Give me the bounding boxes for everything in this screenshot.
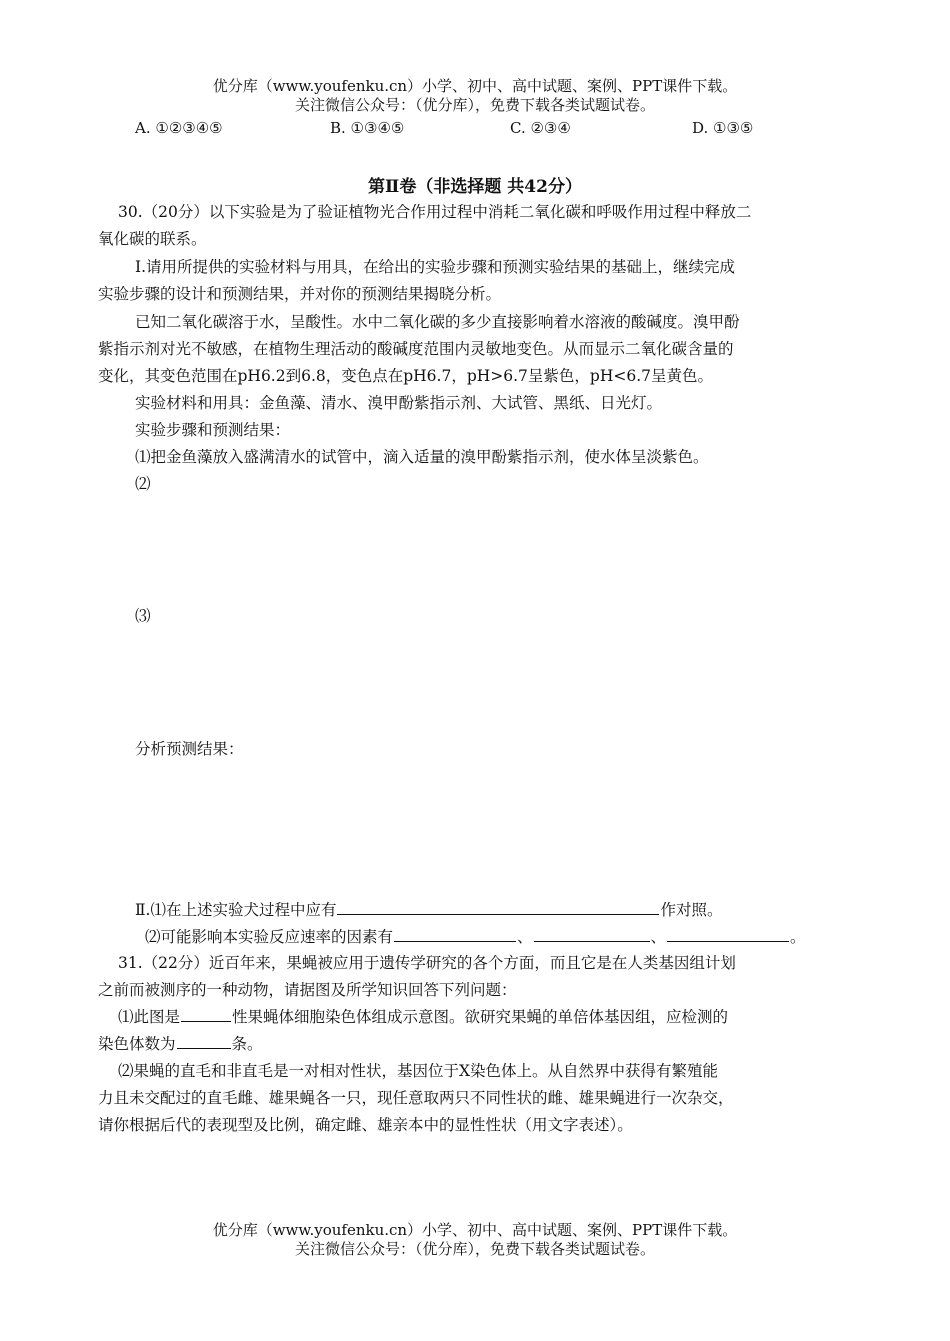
q30-part2-2-text: ⑵可能影响本实验反应速率的因素有 bbox=[145, 928, 394, 946]
q30-part2-1-suffix: 作对照。 bbox=[660, 901, 723, 919]
answer-blank-sex[interactable] bbox=[181, 1006, 231, 1022]
q30-part1-line-1: Ⅰ.请用所提供的实验材料与用具，在给出的实验步骤和预测实验结果的基础上，继续完成 bbox=[135, 258, 736, 276]
header-line-1: 优分库（www.youfenku.cn）小学、初中、高中试题、案例、PPT课件下载。 bbox=[212, 77, 738, 95]
q31-sub-1-text-a: ⑴此图是 bbox=[118, 1008, 181, 1026]
answer-blank-control[interactable] bbox=[337, 899, 659, 915]
q31-line-1: 31.（22分）近百年来，果蝇被应用于遗传学研究的各个方面，而且它是在人类基因组计划 bbox=[118, 954, 736, 972]
section-title: 第Ⅱ卷（非选择题 共42分） bbox=[368, 177, 582, 197]
end-mark: 。 bbox=[790, 928, 806, 946]
answer-blank-factor-3[interactable] bbox=[667, 926, 789, 942]
q30-step-3: ⑶ bbox=[135, 607, 151, 625]
answer-blank-factor-2[interactable] bbox=[534, 926, 650, 942]
option-a: A. ①②③④⑤ bbox=[135, 119, 223, 137]
q30-analysis-label: 分析预测结果： bbox=[135, 740, 244, 758]
answer-blank-chromosome-count[interactable] bbox=[177, 1033, 231, 1049]
footer-line-1: 优分库（www.youfenku.cn）小学、初中、高中试题、案例、PPT课件下载。 bbox=[212, 1221, 738, 1239]
q30-line-2: 氧化碳的联系。 bbox=[98, 230, 207, 248]
header-line-2: 关注微信公众号：（优分库），免费下载各类试题试卷。 bbox=[294, 96, 655, 114]
q30-part2-item-1 bbox=[135, 898, 722, 920]
q30-materials: 实验材料和用具：金鱼藻、清水、溴甲酚紫指示剂、大试管、黑纸、日光灯。 bbox=[135, 394, 663, 412]
q30-part2-1-text: Ⅱ.⑴在上述实验犬过程中应有 bbox=[135, 901, 337, 919]
q30-steps-label: 实验步骤和预测结果： bbox=[135, 421, 291, 439]
q30-line-1: 30.（20分）以下实验是为了验证植物光合作用过程中消耗二氧化碳和呼吸作用过程中释放二 bbox=[118, 203, 752, 221]
option-b: B. ①③④⑤ bbox=[330, 119, 405, 137]
q31-line-2: 之前而被测序的一种动物，请据图及所学知识回答下列问题： bbox=[98, 981, 517, 999]
q31-sub-1-line-2 bbox=[98, 1032, 263, 1054]
q31-sub-1-text-c: 染色体数为 bbox=[98, 1035, 176, 1053]
q31-sub-2-line-2: 力且未交配过的直毛雌、雄果蝇各一只，现任意取两只不同性状的雌、雄果蝇进行一次杂交， bbox=[98, 1089, 734, 1107]
q30-step-1: ⑴把金鱼藻放入盛满清水的试管中，滴入适量的溴甲酚紫指示剂，使水体呈淡紫色。 bbox=[135, 448, 709, 466]
separator: 、 bbox=[650, 928, 667, 946]
q30-known-line-3: 变化，其变色范围在pH6.2到6.8，变色点在pH6.7，pH>6.7呈紫色，pH<6.7呈黄色。 bbox=[98, 367, 713, 385]
answer-blank-factor-1[interactable] bbox=[394, 926, 516, 942]
footer-line-2: 关注微信公众号：（优分库），免费下载各类试题试卷。 bbox=[294, 1240, 655, 1258]
separator: 、 bbox=[517, 928, 533, 946]
q30-known-line-2: 紫指示剂对光不敏感，在植物生理活动的酸碱度范围内灵敏地变色。从而显示二氧化碳含量的 bbox=[98, 340, 734, 358]
q30-part2-item-2 bbox=[145, 925, 806, 947]
option-d: D. ①③⑤ bbox=[692, 119, 754, 137]
q30-known-line-1: 已知二氧化碳溶于水，呈酸性。水中二氧化碳的多少直接影响着水溶液的酸碱度。溴甲酚 bbox=[135, 313, 740, 331]
q31-sub-2-line-1: ⑵果蝇的直毛和非直毛是一对相对性状，基因位于X染色体上。从自然界中获得有繁殖能 bbox=[118, 1062, 719, 1080]
q31-sub-1-text-b: 性果蝇体细胞染色体组成示意图。欲研究果蝇的单倍体基因组，应检测的 bbox=[232, 1008, 729, 1026]
q30-part1-line-2: 实验步骤的设计和预测结果，并对你的预测结果揭晓分析。 bbox=[98, 285, 502, 303]
option-c: C. ②③④ bbox=[510, 119, 571, 137]
q31-sub-1-line-1 bbox=[118, 1005, 728, 1027]
q30-step-2: ⑵ bbox=[135, 475, 151, 493]
q31-sub-2-line-3: 请你根据后代的表现型及比例，确定雌、雄亲本中的显性性状（用文字表述）。 bbox=[98, 1116, 633, 1134]
q31-sub-1-text-d: 条。 bbox=[231, 1035, 263, 1053]
